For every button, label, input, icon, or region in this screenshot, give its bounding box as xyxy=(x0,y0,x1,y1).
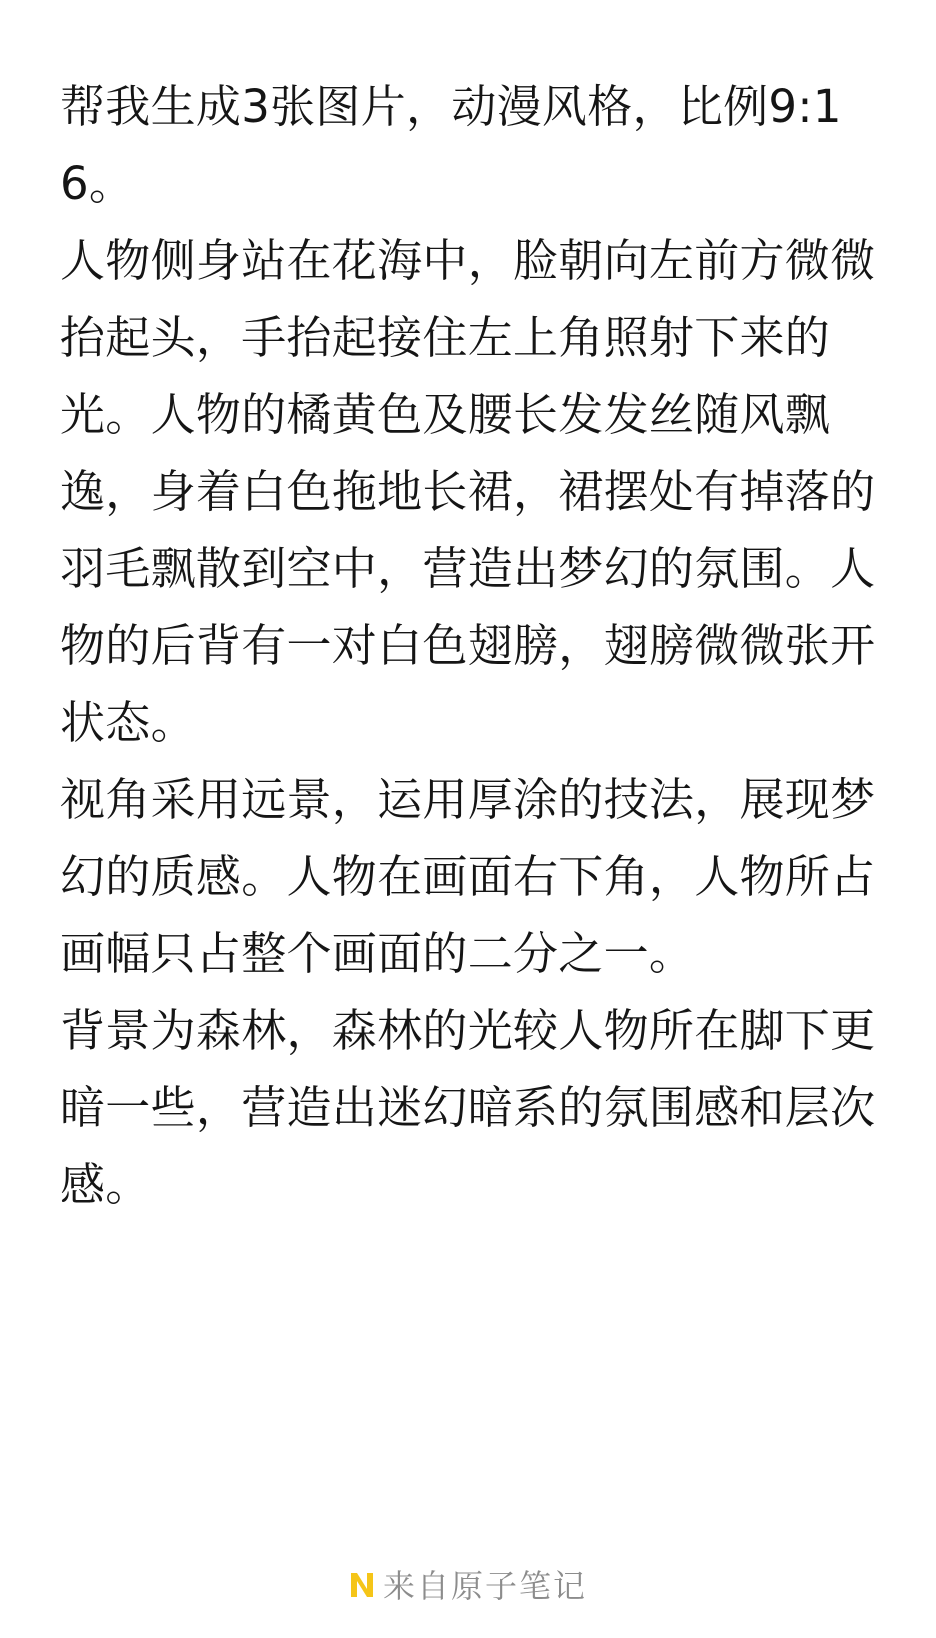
note-body xyxy=(60,68,880,1223)
note-paragraph-composition: 视角采用远景，运用厚涂的技法，展现梦幻的质感。人物在画面右下角，人物所占画幅只占整个画面的二分之一。 xyxy=(60,773,876,980)
footer-label: 来自原子笔记 xyxy=(382,1567,587,1605)
note-paragraph-background: 背景为森林，森林的光较人物所在脚下更暗一些，营造出迷幻暗系的氛围感和层次感。 xyxy=(60,1004,876,1211)
note-paragraph-character: 人物侧身站在花海中，脸朝向左前方微微抬起头，手抬起接住左上角照射下来的光。人物的橘黄色及腰长发发丝随风飘逸，身着白色拖地长裙，裙摆处有掉落的羽毛飘散到空中，营造出梦幻的氛围。人物的后背有一对白色翅膀，翅膀微微张开状态。 xyxy=(60,234,876,749)
footer-source xyxy=(0,1560,936,1608)
note-paragraph-request: 帮我生成3张图片，动漫风格，比例9:16。 xyxy=(60,80,842,210)
atom-note-logo-icon xyxy=(349,1569,375,1599)
